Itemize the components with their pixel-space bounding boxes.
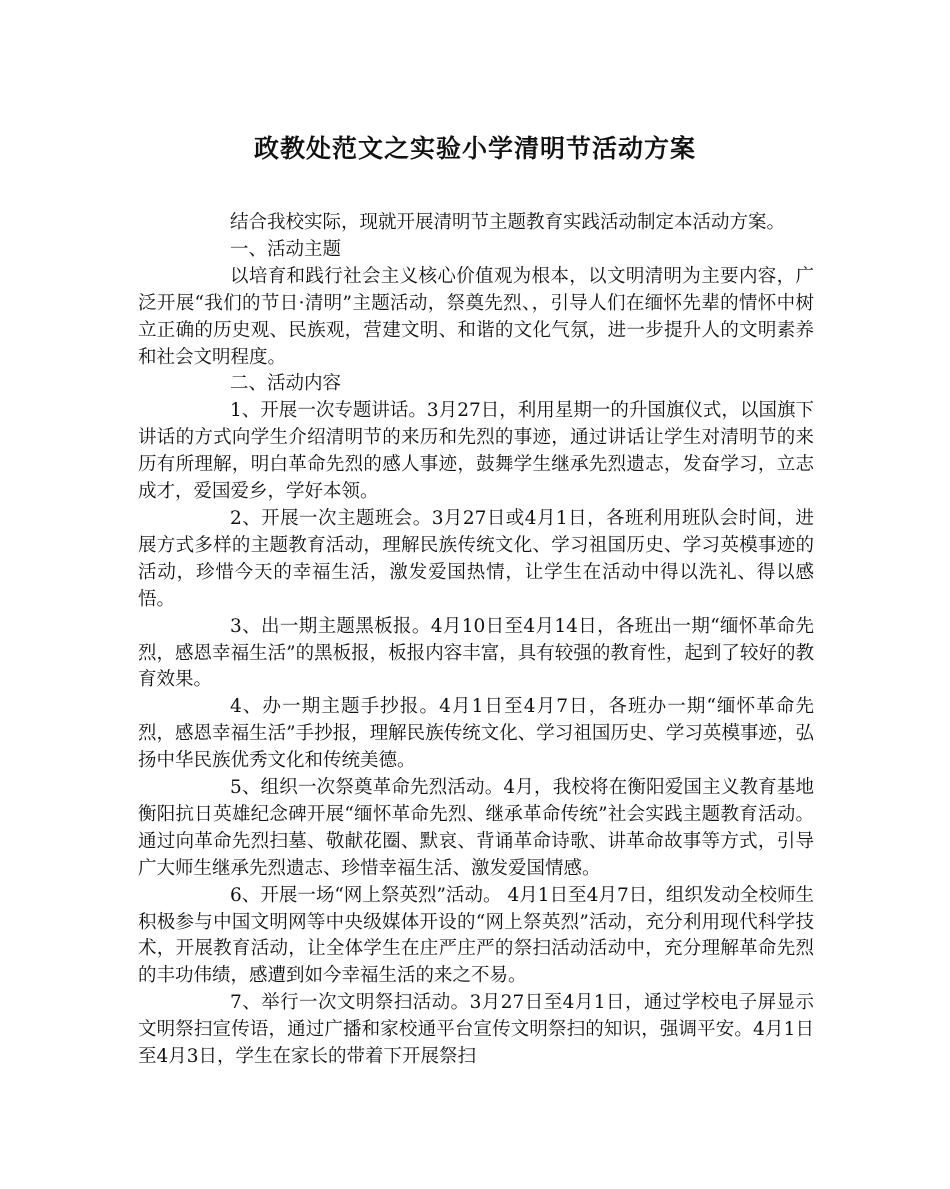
paragraph-item-3: 3、出一期主题黑板报。4月10日至4月14日，各班出一期“缅怀革命先烈，感恩幸福生活”的黑板报，板报内容丰富，具有较强的教育性，起到了较好的教育效果。 — [138, 615, 814, 691]
paragraph-item-5: 5、组织一次祭奠革命先烈活动。4月，我校将在衡阳爱国主义教育基地衡阳抗日英雄纪念碑开展“缅怀革命先烈、继承革命传统”社会实践主题教育活动。通过向革命先烈扫墓、敬献花圈、默哀、背诵革命诗歌、讲革命故事等方式，引导广大师生继承先烈遗志、珍惜幸福生活、激发爱国情感。 — [138, 777, 814, 879]
paragraph-theme: 以培育和践行社会主义核心价值观为根本，以文明清明为主要内容，广泛开展“我们的节日·清明”主题活动，祭奠先烈、，引导人们在缅怀先辈的情怀中树立正确的历史观、民族观，营建文明、和谐的文化气氛，进一步提升人的文明素养和社会文明程度。 — [138, 265, 814, 368]
paragraph-item-6: 6、开展一场“网上祭英烈”活动。 4月1日至4月7日，组织发动全校师生积极参与中国文明网等中央级媒体开设的“网上祭英烈”活动，充分利用现代科学技术，开展教育活动，让全体学生在庄严庄严的祭扫活动活动中，充分理解革命先烈的丰功伟绩，感遭到如今幸福生活的来之不易。 — [138, 884, 814, 987]
paragraph-item-7: 7、举行一次文明祭扫活动。3月27日至4月1日，通过学校电子屏显示文明祭扫宣传语，通过广播和家校通平台宣传文明祭扫的知识，强调平安。4月1日至4月3日，学生在家长的带着下开展祭扫 — [138, 992, 814, 1068]
document-body — [138, 210, 814, 1071]
paragraph-item-2: 2、开展一次主题班会。3月27日或4月1日，各班利用班队会时间，进展方式多样的主题教育活动，理解民族传统文化、学习祖国历史、学习英模事迹的活动，珍惜今天的幸福生活，激发爱国热情，让学生在活动中得以洗礼、得以感悟。 — [138, 507, 814, 610]
section-heading-content: 二、活动内容 — [230, 373, 342, 395]
paragraph-item-4: 4、办一期主题手抄报。4月1日至4月7日，各班办一期“缅怀革命先烈，感恩幸福生活”手抄报，理解民族传统文化、学习祖国历史、学习英模事迹，弘扬中华民族优秀文化和传统美德。 — [138, 696, 814, 772]
section-heading-theme: 一、活动主题 — [230, 238, 342, 260]
paragraph-item-1: 1、开展一次专题讲话。3月27日，利用星期一的升国旗仪式，以国旗下讲话的方式向学生介绍清明节的来历和先烈的事迹，通过讲话让学生对清明节的来历有所理解，明白革命先烈的感人事迹，鼓舞学生继承先烈遗志，发奋学习，立志成才，爱国爱乡，学好本领。 — [138, 400, 814, 503]
paragraph-intro: 结合我校实际，现就开展清明节主题教育实践活动制定本活动方案。 — [230, 212, 786, 233]
document-title: 政教处范文之实验小学清明节活动方案 — [253, 134, 696, 163]
